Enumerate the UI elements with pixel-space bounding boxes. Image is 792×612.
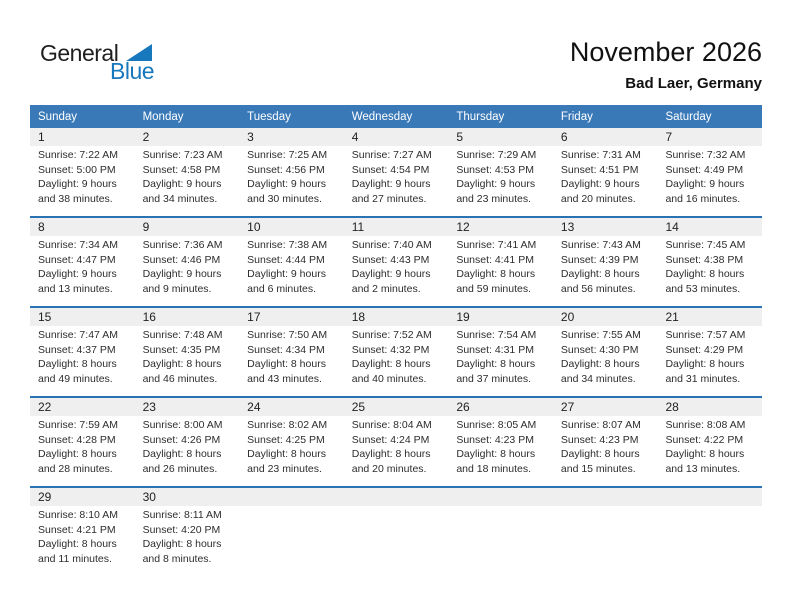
- day-cell: [553, 326, 658, 396]
- day-daylight: Daylight: 9 hours and 34 minutes.: [142, 178, 222, 205]
- day-sunset: Sunset: 4:31 PM: [456, 343, 534, 356]
- day-number: 6: [560, 130, 568, 144]
- day-sunset: Sunset: 4:41 PM: [456, 253, 534, 266]
- day-cell-empty: [448, 506, 553, 576]
- day-daylight: Daylight: 9 hours and 2 minutes.: [351, 268, 431, 295]
- day-sunrise: Sunrise: 7:36 AM: [142, 239, 223, 251]
- day-daylight: Daylight: 8 hours and 31 minutes.: [665, 358, 745, 385]
- week-row: [30, 218, 762, 308]
- day-daylight: Daylight: 9 hours and 30 minutes.: [247, 178, 326, 205]
- week-row: [30, 308, 762, 398]
- day-cell: [448, 416, 553, 486]
- logo-text-blue: Blue: [110, 58, 155, 84]
- day-daylight: Daylight: 8 hours and 43 minutes.: [247, 358, 326, 385]
- day-sunrise: Sunrise: 7:57 AM: [665, 329, 746, 341]
- day-cell: [135, 236, 240, 306]
- day-sunset: Sunset: 4:29 PM: [665, 343, 744, 356]
- day-number-band: [30, 128, 762, 146]
- day-number-empty: [448, 488, 553, 506]
- week-content-row: [30, 506, 762, 576]
- day-cell: [553, 416, 658, 486]
- day-cell: [30, 416, 135, 486]
- day-number: 8: [38, 220, 45, 234]
- day-daylight: Daylight: 8 hours and 26 minutes.: [142, 448, 222, 475]
- day-daylight: Daylight: 8 hours and 40 minutes.: [351, 358, 431, 385]
- day-sunrise: Sunrise: 7:31 AM: [560, 149, 641, 161]
- day-number: 21: [665, 310, 679, 324]
- day-sunrise: Sunrise: 8:07 AM: [560, 419, 641, 431]
- day-number: 2: [142, 130, 150, 144]
- day-number: 22: [38, 400, 52, 414]
- weekday-friday: Friday: [560, 110, 593, 123]
- day-daylight: Daylight: 9 hours and 9 minutes.: [142, 268, 222, 295]
- day-cell: [135, 506, 240, 576]
- day-sunset: Sunset: 4:49 PM: [665, 163, 744, 176]
- day-number: 27: [560, 400, 575, 414]
- day-sunrise: Sunrise: 7:54 AM: [456, 329, 537, 341]
- week-row: [30, 128, 762, 218]
- day-daylight: Daylight: 9 hours and 16 minutes.: [665, 178, 745, 205]
- day-number: 15: [38, 310, 52, 324]
- day-number: 19: [456, 310, 470, 324]
- day-sunrise: Sunrise: 8:11 AM: [142, 509, 222, 521]
- day-sunset: Sunset: 4:32 PM: [351, 343, 430, 356]
- day-sunrise: Sunrise: 7:52 AM: [351, 329, 432, 341]
- day-sunset: Sunset: 4:44 PM: [247, 253, 325, 266]
- day-sunset: Sunset: 4:51 PM: [560, 163, 639, 176]
- day-daylight: Daylight: 8 hours and 37 minutes.: [456, 358, 536, 385]
- day-cell: [30, 326, 135, 396]
- day-cell-empty: [344, 506, 449, 576]
- week-row: [30, 488, 762, 576]
- day-cell: [30, 506, 135, 576]
- day-sunset: Sunset: 4:22 PM: [665, 433, 744, 446]
- day-cell: [448, 326, 553, 396]
- day-sunset: Sunset: 4:23 PM: [560, 433, 639, 446]
- day-sunset: Sunset: 4:58 PM: [142, 163, 221, 176]
- day-cell-empty: [657, 506, 762, 576]
- day-daylight: Daylight: 8 hours and 34 minutes.: [560, 358, 640, 385]
- day-number-band: [30, 488, 762, 506]
- day-sunset: Sunset: 4:34 PM: [247, 343, 325, 356]
- day-daylight: Daylight: 8 hours and 18 minutes.: [456, 448, 536, 475]
- day-number-empty: [344, 488, 449, 506]
- weekday-wednesday: Wednesday: [351, 110, 413, 123]
- day-sunset: Sunset: 4:28 PM: [38, 433, 116, 446]
- day-sunrise: Sunrise: 7:40 AM: [351, 239, 432, 251]
- day-number-band: [30, 218, 762, 236]
- day-sunrise: Sunrise: 7:34 AM: [38, 239, 118, 251]
- day-daylight: Daylight: 8 hours and 20 minutes.: [351, 448, 431, 475]
- calendar-weeks: [30, 128, 762, 576]
- day-daylight: Daylight: 8 hours and 15 minutes.: [560, 448, 640, 475]
- page-title: November 2026: [569, 37, 762, 67]
- day-daylight: Daylight: 8 hours and 13 minutes.: [665, 448, 745, 475]
- day-number: 26: [456, 400, 470, 414]
- day-number: 4: [351, 130, 359, 144]
- day-sunset: Sunset: 4:24 PM: [351, 433, 430, 446]
- day-cell: [135, 146, 240, 216]
- day-cell: [553, 236, 658, 306]
- day-sunrise: Sunrise: 8:05 AM: [456, 419, 537, 431]
- day-cell: [239, 236, 344, 306]
- day-sunrise: Sunrise: 7:38 AM: [247, 239, 328, 251]
- day-sunrise: Sunrise: 8:02 AM: [247, 419, 328, 431]
- day-sunrise: Sunrise: 7:55 AM: [560, 329, 641, 341]
- day-sunset: Sunset: 4:20 PM: [142, 523, 221, 536]
- day-number: 23: [142, 400, 156, 414]
- day-cell-empty: [553, 506, 658, 576]
- day-daylight: Daylight: 8 hours and 28 minutes.: [38, 448, 117, 475]
- day-sunset: Sunset: 4:38 PM: [665, 253, 744, 266]
- weekday-header-row: [30, 105, 762, 128]
- day-sunrise: Sunrise: 8:08 AM: [665, 419, 746, 431]
- weekday-thursday: Thursday: [456, 110, 505, 123]
- day-sunrise: Sunrise: 7:43 AM: [560, 239, 641, 251]
- day-cell: [239, 326, 344, 396]
- day-number: 29: [38, 490, 52, 504]
- title-block: [570, 36, 762, 92]
- day-daylight: Daylight: 8 hours and 53 minutes.: [665, 268, 745, 295]
- day-cell: [448, 236, 553, 306]
- day-daylight: Daylight: 8 hours and 23 minutes.: [247, 448, 326, 475]
- day-sunrise: Sunrise: 7:41 AM: [456, 239, 537, 251]
- day-sunrise: Sunrise: 7:50 AM: [247, 329, 328, 341]
- day-sunrise: Sunrise: 7:25 AM: [247, 149, 328, 161]
- day-number: 9: [142, 220, 150, 234]
- day-daylight: Daylight: 9 hours and 38 minutes.: [38, 178, 117, 205]
- day-sunset: Sunset: 4:30 PM: [560, 343, 639, 356]
- day-cell: [344, 236, 449, 306]
- logo-text-general: General: [40, 40, 119, 66]
- day-number: 12: [456, 220, 470, 234]
- day-sunset: Sunset: 4:56 PM: [247, 163, 325, 176]
- day-cell: [135, 416, 240, 486]
- day-sunrise: Sunrise: 7:22 AM: [38, 149, 118, 161]
- day-cell: [657, 416, 762, 486]
- day-cell: [135, 326, 240, 396]
- day-number: 28: [665, 400, 679, 414]
- weekday-sunday: Sunday: [38, 110, 78, 123]
- day-cell: [657, 146, 762, 216]
- day-daylight: Daylight: 8 hours and 8 minutes.: [142, 538, 222, 565]
- week-row: [30, 398, 762, 488]
- week-content-row: [30, 146, 762, 216]
- day-number-band: [30, 398, 762, 416]
- day-number: 14: [665, 220, 679, 234]
- day-cell-empty: [239, 506, 344, 576]
- calendar-table: [30, 105, 762, 576]
- day-sunset: Sunset: 4:54 PM: [351, 163, 430, 176]
- day-daylight: Daylight: 9 hours and 13 minutes.: [38, 268, 117, 295]
- day-number: 3: [247, 130, 254, 144]
- day-cell: [239, 416, 344, 486]
- week-content-row: [30, 236, 762, 306]
- day-sunset: Sunset: 4:47 PM: [38, 253, 116, 266]
- day-sunset: Sunset: 4:35 PM: [142, 343, 221, 356]
- day-cell: [448, 146, 553, 216]
- day-daylight: Daylight: 8 hours and 49 minutes.: [38, 358, 117, 385]
- day-number: 7: [665, 130, 673, 144]
- day-sunrise: Sunrise: 7:48 AM: [142, 329, 223, 341]
- day-cell: [344, 146, 449, 216]
- day-sunrise: Sunrise: 8:04 AM: [351, 419, 432, 431]
- day-daylight: Daylight: 8 hours and 59 minutes.: [456, 268, 536, 295]
- day-sunrise: Sunrise: 7:27 AM: [351, 149, 432, 161]
- day-sunrise: Sunrise: 7:23 AM: [142, 149, 223, 161]
- day-daylight: Daylight: 8 hours and 46 minutes.: [142, 358, 222, 385]
- day-sunset: Sunset: 4:53 PM: [456, 163, 534, 176]
- day-sunset: Sunset: 4:46 PM: [142, 253, 221, 266]
- day-sunset: Sunset: 4:26 PM: [142, 433, 221, 446]
- general-blue-logo: [40, 40, 160, 82]
- day-sunset: Sunset: 5:00 PM: [38, 163, 116, 176]
- day-daylight: Daylight: 9 hours and 20 minutes.: [560, 178, 640, 205]
- day-cell: [657, 326, 762, 396]
- day-number: 20: [560, 310, 575, 324]
- day-number: 25: [351, 400, 366, 414]
- day-daylight: Daylight: 8 hours and 56 minutes.: [560, 268, 640, 295]
- day-cell: [344, 416, 449, 486]
- weekday-saturday: Saturday: [665, 110, 712, 123]
- day-daylight: Daylight: 9 hours and 23 minutes.: [456, 178, 536, 205]
- weekday-monday: Monday: [142, 110, 184, 123]
- day-cell: [553, 146, 658, 216]
- day-sunrise: Sunrise: 7:45 AM: [665, 239, 746, 251]
- day-cell: [657, 236, 762, 306]
- day-number: 5: [456, 130, 463, 144]
- day-sunset: Sunset: 4:25 PM: [247, 433, 325, 446]
- location-subtitle: Bad Laer, Germany: [625, 75, 762, 92]
- day-sunrise: Sunrise: 7:47 AM: [38, 329, 118, 341]
- day-number: 24: [247, 400, 261, 414]
- day-sunset: Sunset: 4:23 PM: [456, 433, 534, 446]
- day-number: 1: [38, 130, 45, 144]
- day-cell: [239, 146, 344, 216]
- day-sunrise: Sunrise: 7:32 AM: [665, 149, 746, 161]
- day-sunrise: Sunrise: 8:10 AM: [38, 509, 118, 521]
- day-sunset: Sunset: 4:43 PM: [351, 253, 430, 266]
- day-cell: [30, 236, 135, 306]
- day-daylight: Daylight: 9 hours and 27 minutes.: [351, 178, 431, 205]
- day-daylight: Daylight: 9 hours and 6 minutes.: [247, 268, 326, 295]
- day-number: 17: [247, 310, 261, 324]
- day-number: 30: [142, 490, 156, 504]
- day-cell: [344, 326, 449, 396]
- day-number: 11: [351, 220, 365, 234]
- day-sunset: Sunset: 4:39 PM: [560, 253, 639, 266]
- day-sunset: Sunset: 4:37 PM: [38, 343, 116, 356]
- day-number-empty: [553, 488, 658, 506]
- day-sunset: Sunset: 4:21 PM: [38, 523, 116, 536]
- day-sunrise: Sunrise: 8:00 AM: [142, 419, 223, 431]
- day-number: 18: [351, 310, 366, 324]
- day-number-empty: [239, 488, 344, 506]
- day-sunrise: Sunrise: 7:29 AM: [456, 149, 537, 161]
- week-content-row: [30, 326, 762, 396]
- day-number: 13: [560, 220, 575, 234]
- day-number: 10: [247, 220, 261, 234]
- weekday-tuesday: Tuesday: [247, 110, 291, 123]
- week-content-row: [30, 416, 762, 486]
- day-sunrise: Sunrise: 7:59 AM: [38, 419, 118, 431]
- day-cell: [30, 146, 135, 216]
- day-number-band: [30, 308, 762, 326]
- day-daylight: Daylight: 8 hours and 11 minutes.: [38, 538, 117, 565]
- day-number-empty: [657, 488, 762, 506]
- day-number: 16: [142, 310, 156, 324]
